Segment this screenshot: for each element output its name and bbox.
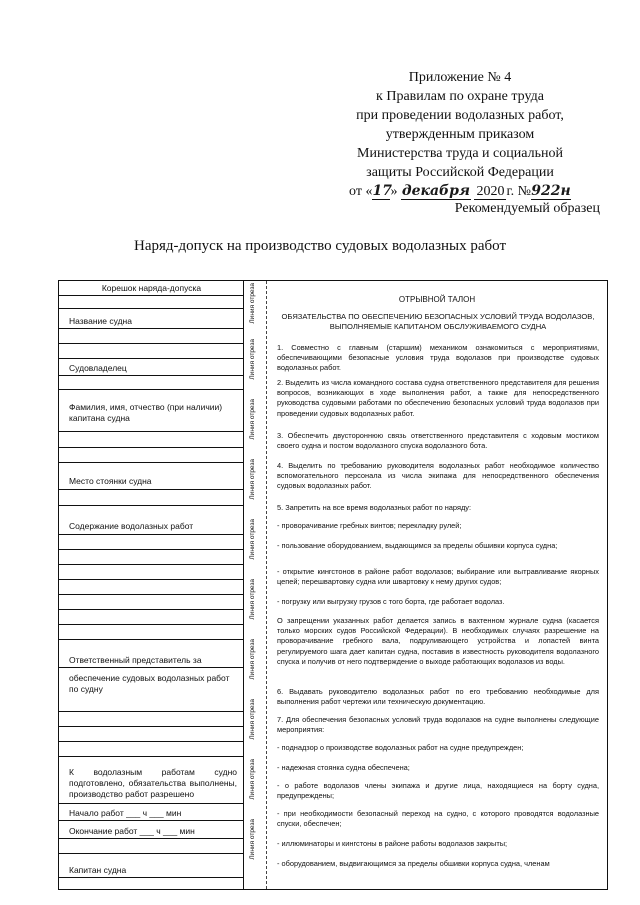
stub-heading: Корешок наряда-допуска: [101, 283, 202, 293]
stub-field-work-end: Окончание работ ___ ч ___ мин: [69, 826, 195, 836]
cut-line-column: [245, 281, 267, 889]
cut-line-label: Линия отреза: [249, 579, 256, 620]
stub-field-responsible-scope: обеспечение судовых водолазных работ по судну: [69, 673, 230, 694]
stub-field-captain-signature: Капитан судна: [69, 865, 127, 875]
stub-field-work-start: Начало работ ___ ч ___ мин: [69, 808, 182, 818]
order-mid: »: [390, 184, 401, 199]
stub-rule: [59, 358, 244, 359]
stub-rule: [59, 447, 244, 448]
stub-field-work-permitted: К водолазным работам судно подготовлено, обязательства выполнены, производство работ разрешено: [69, 767, 237, 799]
stub-field-captain-name: Фамилия, имя, отчество (при наличии) капитана судна: [69, 402, 223, 423]
stub-rule: [59, 639, 244, 640]
coupon-item: - открытие кингстонов в районе работ водолазов; выбирание или вытравливание якорных цепей; перешвартовку судна или швартовку к нему других судов;: [277, 567, 599, 587]
order-year: 2020: [476, 184, 505, 199]
stub-rule: [59, 838, 244, 839]
stub-rule: [59, 489, 244, 490]
coupon-item: 3. Обеспечить двустороннюю связь ответственного представителя с ходовым мостиком своего судна и постом водолазного спуска водолазного бота.: [277, 431, 599, 451]
coupon-title: ОТРЫВНОЙ ТАЛОН: [398, 295, 476, 304]
stub-rule: [59, 534, 244, 535]
order-number: 922н: [531, 183, 571, 199]
coupon-item: 7. Для обеспечения безопасных условий труда водолазов на судне выполнены следующие мероприятия:: [277, 715, 599, 735]
stub-field-mooring-place: Место стоянки судна: [69, 476, 152, 486]
order-prefix: от «: [349, 184, 373, 199]
cut-line-label: Линия отреза: [249, 639, 256, 680]
stub-rule: [59, 462, 244, 463]
cut-line-label: Линия отреза: [249, 759, 256, 800]
coupon-obligations-heading: ОБЯЗАТЕЛЬСТВА ПО ОБЕСПЕЧЕНИЮ БЕЗОПАСНЫХ УСЛОВИЙ ТРУДА ВОДОЛАЗОВ, ВЫПОЛНЯЕМЫЕ КАПИТАНОМ ОБСЛУЖИВАЕМОГО СУДНА: [281, 312, 595, 331]
order-day: 17: [372, 183, 392, 199]
cut-line-label: Линия отреза: [249, 459, 256, 500]
stub-rule: [59, 431, 244, 432]
cut-line-label: Линия отреза: [249, 519, 256, 560]
stub-rule: [59, 803, 244, 804]
header-line: к Правилам по охране труда: [376, 89, 544, 104]
permit-stub: [59, 281, 244, 889]
header-line: защиты Российской Федерации: [366, 165, 554, 180]
coupon-item: - оборудованием, выдвигающимся за пределы обшивки корпуса судна, членам: [277, 859, 550, 868]
coupon-item: - при необходимости безопасный переход на судно, с которого проводятся водолазные спуски, обеспечен;: [277, 809, 599, 829]
cut-line-label: Линия отреза: [249, 399, 256, 440]
stub-rule: [59, 375, 244, 376]
stub-rule: [59, 877, 244, 878]
stub-field-vessel-name: Название судна: [69, 316, 132, 326]
stub-field-responsible-rep: Ответственный представитель за: [69, 655, 202, 665]
stub-rule: [59, 328, 244, 329]
stub-rule: [59, 726, 244, 727]
coupon-item: 5. Запретить на все время водолазных работ по наряду:: [277, 503, 472, 512]
stub-rule: [59, 594, 244, 595]
header-line: утвержденным приказом: [385, 127, 535, 142]
coupon-item: 4. Выделить по требованию руководителя водолазных работ необходимое количество вспомогательного персонала из числа экипажа для непосредственного обеспечения судовых водолазных работ.: [277, 461, 599, 491]
stub-rule: [59, 389, 244, 390]
header-line: Министерства труда и социальной: [357, 146, 563, 161]
stub-rule: [59, 549, 244, 550]
stub-rule: [59, 711, 244, 712]
cut-line-label: Линия отреза: [249, 339, 256, 380]
stub-rule: [59, 853, 244, 854]
coupon-item: - погрузку или выгрузку грузов с того борта, где работает водолаз.: [277, 597, 505, 606]
sample-label: Рекомендуемый образец: [454, 201, 600, 216]
stub-rule: [59, 667, 244, 668]
stub-rule: [59, 609, 244, 610]
coupon-item: - пользование оборудованием, выдающимся за пределы обшивки корпуса судна;: [277, 541, 558, 550]
coupon-item: 6. Выдавать руководителю водолазных работ по его требованию необходимые для выполнения работ чертежи или техническую документацию.: [277, 687, 599, 707]
stub-rule: [59, 579, 244, 580]
cut-line-label: Линия отреза: [249, 819, 256, 860]
stub-field-shipowner: Судовладелец: [69, 363, 127, 373]
stub-rule: [59, 741, 244, 742]
header-line: Приложение № 4: [408, 70, 512, 85]
stub-rule: [59, 564, 244, 565]
tear-off-coupon: [271, 281, 603, 889]
stub-rule: [59, 624, 244, 625]
order-reference: [310, 182, 610, 201]
stub-rule: [59, 295, 244, 296]
stub-rule: [59, 343, 244, 344]
order-month: декабря: [401, 183, 471, 199]
coupon-item: 2. Выделить из числа командного состава судна ответственного представителя для решения вопросов, возникающих в ходе выполнения работ, а также для непосредственного руководства судовыми работами по обеспечению безопасных условий труда водолазов при проведении судовых водолазных работ.: [277, 378, 599, 418]
stub-rule: [59, 756, 244, 757]
coupon-item: - проворачивание гребных винтов; перекладку рулей;: [277, 521, 462, 530]
stub-rule: [59, 820, 244, 821]
coupon-item: - надежная стоянка судна обеспечена;: [277, 763, 410, 772]
stub-rule: [59, 308, 244, 309]
coupon-item: - о работе водолазов члены экипажа и другие лица, находящиеся на борту судна, предупреждены;: [277, 781, 599, 801]
order-year-suffix: г. №: [506, 184, 531, 199]
stub-field-work-content: Содержание водолазных работ: [69, 521, 194, 531]
coupon-item: О запрещении указанных работ делается запись в вахтенном журнале судна (касается только морских судов Российской Федерации). В необходимых случаях разрешение на проворачивание гребного вала, подруливающего устройства и лопастей винта регулируемого шага дает капитан судна, поставив в известность руководителя водолазного спуска и получив от него подтверждение о выходе работающих водолазов из воды.: [277, 616, 599, 666]
header-line: при проведении водолазных работ,: [356, 108, 564, 123]
appendix-header: [310, 68, 610, 201]
stub-rule: [59, 505, 244, 506]
permit-form: [58, 280, 608, 890]
coupon-item: - иллюминаторы и кингстоны в районе работы водолазов закрыты;: [277, 839, 508, 848]
cut-line-label: Линия отреза: [249, 283, 256, 324]
cut-line-label: Линия отреза: [249, 699, 256, 740]
coupon-item: - поднадзор о производстве водолазных работ на судне предупрежден;: [277, 743, 524, 752]
document-title: Наряд-допуск на производство судовых водолазных работ: [133, 238, 507, 254]
coupon-item: 1. Совместно с главным (старшим) механиком ознакомиться с мероприятиями, обеспечивающими безопасные условия труда водолазов при производстве судовых водолазных работ.: [277, 343, 599, 373]
